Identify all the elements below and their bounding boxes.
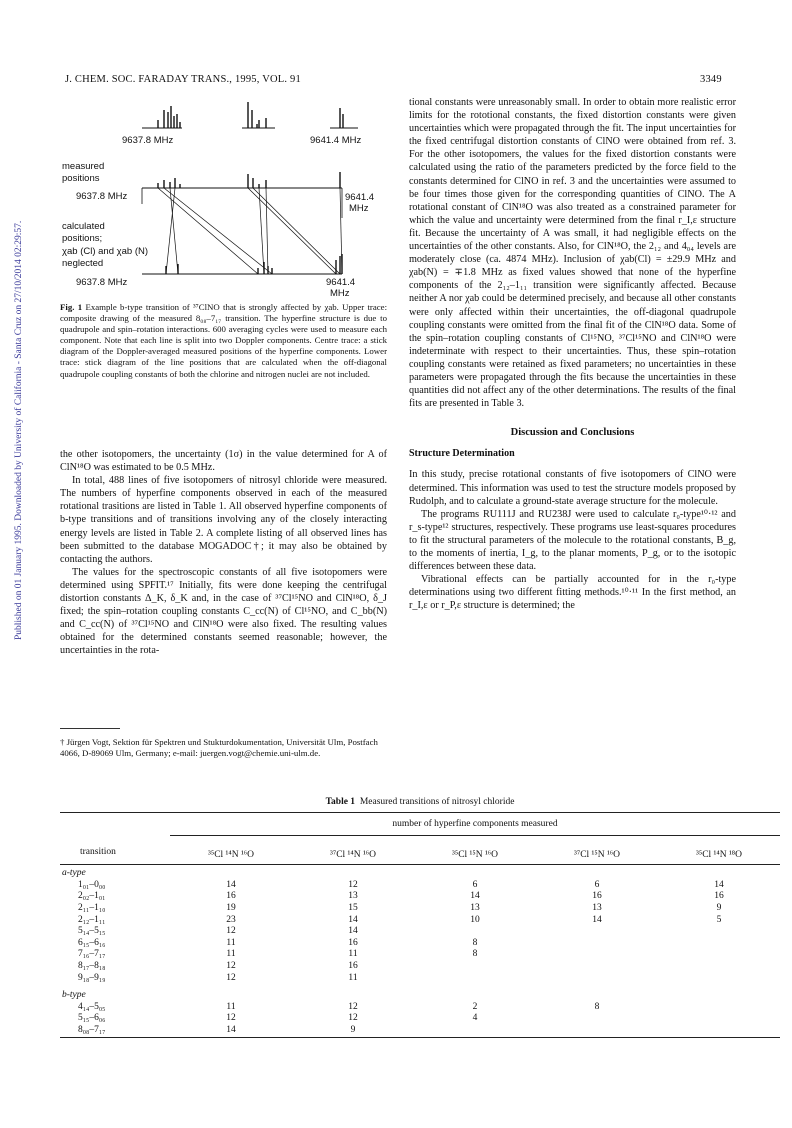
table-cell-count: 2 xyxy=(472,1001,478,1012)
table-section-label: a-type xyxy=(62,868,86,879)
table-cell-transition: 8₀₈–7₁₇ xyxy=(78,1025,106,1035)
footnote-rule xyxy=(60,728,120,729)
table-cell-count: 9 xyxy=(716,903,722,914)
col-header-iso-3: ³⁵Cl ¹⁵N ¹⁶O xyxy=(452,849,498,860)
table-cell-count xyxy=(658,973,780,985)
table-row xyxy=(60,891,780,903)
table-cell-count: 14 xyxy=(714,879,724,890)
table-cell-count: 14 xyxy=(592,914,602,925)
table-body xyxy=(60,865,780,1040)
table-cell-count: 8 xyxy=(472,937,478,948)
table-caption-text: Measured transitions of nitrosyl chloride xyxy=(359,797,515,807)
table-row xyxy=(60,961,780,973)
table-cell-transition: 7₁₆–7₁₇ xyxy=(78,949,106,960)
lower-right-unit: MHz xyxy=(330,288,350,298)
table-cell-count xyxy=(536,949,658,961)
upper-right-freq: 9641.4 MHz xyxy=(310,135,362,146)
table-cell-count: 11 xyxy=(226,949,236,960)
table-cell-count: 14 xyxy=(226,879,236,890)
table-section-row xyxy=(60,984,780,1002)
table-cell-count: 8 xyxy=(472,949,478,960)
correlation-lines xyxy=(158,188,342,274)
col-header-iso-2: ³⁷Cl ¹⁴N ¹⁶O xyxy=(330,849,376,860)
table-cell-count: 8 xyxy=(594,1001,600,1012)
calculated-label: calculated xyxy=(62,221,105,232)
table-cell-count xyxy=(414,973,536,985)
download-watermark: Published on 01 January 1995. Downloaded by University of California - Santa Cruz on 27/10/2014 02:29:57. xyxy=(14,220,24,640)
table-cell-count xyxy=(536,1013,658,1025)
paragraph: Vibrational effects can be partially accounted for in the r₀-type determinations using two different fitting methods.¹⁰·¹¹ In the first method, an r_I,ε or r_P,ε structure is determined; the xyxy=(409,574,736,612)
upper-trace xyxy=(122,102,361,146)
table-cell-count: 11 xyxy=(348,949,358,960)
table-cell-count: 5 xyxy=(716,914,722,925)
table-cell-count: 23 xyxy=(226,914,236,925)
figure-caption xyxy=(60,302,387,380)
table-cell-count: 12 xyxy=(226,1013,236,1024)
paragraph: the other isotopomers, the uncertainty (1σ) in the value determined for A of ClN¹⁸O was estimated to be 0.5 MHz. xyxy=(60,449,387,474)
table-row xyxy=(60,1025,780,1037)
table-group-header: number of hyperfine components measured xyxy=(392,819,558,829)
table-cell-transition: 2₀₂–1₀₁ xyxy=(78,891,106,902)
table-caption-label: Table 1 xyxy=(325,797,356,807)
table-cell-transition: 5₁₅–6₀₆ xyxy=(78,1013,106,1024)
running-header: J. CHEM. SOC. FARADAY TRANS., 1995, VOL. 91 xyxy=(65,74,301,85)
table-row xyxy=(60,926,780,938)
paragraph: tional constants were unreasonably small. In order to obtain more realistic error limits for the rototional constants, the fixed distortion constants were given uncertainties which were propagated through the fit. The input uncertainties for the fixed centrifugal distortion constants of ClNO were obtained from ref. 3. For the other isotopomers, the values for the fixed distortion constants were calculated using the ratio of the parameters predicted by the force field to the constants determined for ClNO in ref. 3 and the uncertainties were assumed to be four times those given for the corresponding quantities of ClNO. The A rotational constant of ClN¹⁸O was also treated as a constrained parameter for which the value and uncertainty were determined from the final r_I,ε structure fit. Because the uncertainty of A was small, it had negligible effects on the uncertainties of the other constants. Also, for ClN¹⁸O, the 2₁₂ and 4₀₄ levels are moderately close (ca. 4874 MHz). Inclusion of χab(Cl) = ±29.9 MHz and χab(N) = ∓1.8 MHz as fixed values showed that none of the hyperfine components of the 2₁₂–1₁₁ transition were significantly affected. Because neither A nor χab could be determined precisely, and because all other constants were only affected within their uncertainties, the off-diagonal quadrupole coupling constants were omitted from the final fit of the ClN¹⁸O data. Some of the spin–rotation coupling constants of Cl¹⁵NO, ³⁷Cl¹⁵NO and ClN¹⁸O were indeterminate with respect to their uncertainties. Thus, these spin–rotation coupling constants were retained as fixed parameters; no uncertainties in these parameters were propagated through the fits because the uncertainties in these quantities did not affect any of the other determinations. The results of the final fits are presented in Table 3. xyxy=(409,97,736,410)
subsection-heading: Structure Determination xyxy=(409,448,515,460)
table-cell-count xyxy=(658,949,780,961)
table-cell-count xyxy=(658,1002,780,1014)
col-header-iso-5: ³⁵Cl ¹⁴N ¹⁸O xyxy=(696,849,742,860)
table-cell-count: 13 xyxy=(592,903,602,914)
table-cell-count xyxy=(536,926,658,938)
calculated-stick-diagram xyxy=(62,221,355,298)
table-section-label: b-type xyxy=(62,990,86,1001)
table-cell-count xyxy=(658,961,780,973)
col-header-iso-4: ³⁷Cl ¹⁵N ¹⁶O xyxy=(574,849,620,860)
table-cell-count xyxy=(658,1013,780,1025)
table-cell-count xyxy=(536,938,658,950)
table-cell-count xyxy=(414,926,536,938)
table-cell-count xyxy=(658,938,780,950)
table-cell-count: 12 xyxy=(348,879,358,890)
table-cell-count: 12 xyxy=(348,1013,358,1024)
table-cell-count: 16 xyxy=(348,961,358,972)
table-cell-count xyxy=(658,1025,780,1037)
table-cell-count: 15 xyxy=(348,903,358,914)
col-header-transition: transition xyxy=(80,846,116,857)
table-cell-count xyxy=(536,973,658,985)
table-cell-count: 6 xyxy=(594,879,600,890)
neglected-label: neglected xyxy=(62,258,104,269)
positions-label: positions xyxy=(62,173,100,184)
figure-caption-label: Fig. 1 xyxy=(60,302,83,312)
table-cell-transition: 9₁₈–9₁₉ xyxy=(78,972,106,983)
table-caption xyxy=(60,797,780,807)
table-cell-count: 16 xyxy=(592,891,602,902)
calc-positions-label: positions; xyxy=(62,233,103,244)
lower-right-freq: 9641.4 xyxy=(326,277,356,288)
lower-left-freq: 9637.8 MHz xyxy=(76,277,128,288)
mid-right-unit: MHz xyxy=(349,203,369,214)
table-cell-transition: 1₀₁–0₀₀ xyxy=(78,879,106,890)
table-row xyxy=(60,880,780,892)
table-bottom-rule xyxy=(60,1037,780,1040)
page-number: 3349 xyxy=(700,74,722,85)
footnote: † Jürgen Vogt, Sektion für Spektren und Stukturdokumentation, Universität Ulm, Postfach 4066, D-89069 Ulm, Germany; e-mail: juergen.vogt@chemie.uni-ulm.de. xyxy=(60,737,378,758)
mid-right-freq: 9641.4 xyxy=(345,192,375,203)
table-cell-count: 14 xyxy=(470,891,480,902)
table-cell-transition: 4₁₄–5₀₅ xyxy=(78,1001,106,1012)
table-cell-count: 12 xyxy=(226,961,236,972)
table-row xyxy=(60,915,780,927)
table-cell-count: 13 xyxy=(470,903,480,914)
table-cell-transition: 5₁₄–5₁₅ xyxy=(78,926,106,937)
measured-stick-diagram xyxy=(62,161,374,218)
table-row xyxy=(60,938,780,950)
table-cell-count: 9 xyxy=(350,1025,356,1035)
right-column xyxy=(409,96,736,612)
measured-label: measured xyxy=(62,161,105,172)
table-cell-count: 11 xyxy=(226,1001,236,1012)
table-cell-count xyxy=(658,926,780,938)
table-cell-count xyxy=(414,961,536,973)
table-cell-count: 16 xyxy=(348,937,358,948)
paragraph: The programs RU111J and RU238J were used to calculate r₀-type¹⁰·¹² and r_s-type¹² structures, respectively. These programs use least-squares procedures to fit the structural parameters of the molecule to the rotational constants, B_g, to the moments of inertia, I_g, to the planar moments, P_g, or to the isotopic differences between these data. xyxy=(409,508,736,573)
paragraph: In total, 488 lines of five isotopomers of nitrosyl chloride were measured. The numbers of hyperfine components observed in each of the measured rotational trasitions are listed in Table 1. All observed hyperfine components of b-type transitions and of transitions involving any of the closely interacting energy levels are listed in Table 2. A complete listing of all observed lines has been submitted to the database MOGADOC†; it may also be obtained by contacting the authors. xyxy=(60,475,387,565)
col-header-iso-1: ³⁵Cl ¹⁴N ¹⁶O xyxy=(208,849,254,860)
table-cell-count: 14 xyxy=(348,926,358,937)
table-cell-count: 12 xyxy=(348,1001,358,1012)
table-row xyxy=(60,973,780,985)
table-cell-count xyxy=(414,1025,536,1037)
table-cell-transition: 8₁₇–8₁₈ xyxy=(78,961,106,972)
section-heading: Discussion and Conclusions xyxy=(510,427,635,439)
upper-left-freq: 9637.8 MHz xyxy=(122,135,174,146)
table-cell-count: 12 xyxy=(226,926,236,937)
table-cell-count: 16 xyxy=(714,891,724,902)
table-cell-count xyxy=(536,1025,658,1037)
figure-1 xyxy=(60,96,390,298)
table-cell-count: 11 xyxy=(226,937,236,948)
table-cell-transition: 6₁₅–6₁₆ xyxy=(78,937,106,948)
table-cell-count: 14 xyxy=(348,914,358,925)
table-cell-count: 13 xyxy=(348,891,358,902)
table-cell-count: 16 xyxy=(226,891,236,902)
mid-left-freq: 9637.8 MHz xyxy=(76,191,128,202)
table-cell-count xyxy=(536,961,658,973)
table-row xyxy=(60,1013,780,1025)
table-row xyxy=(60,1002,780,1014)
paragraph: In this study, precise rotational constants of five isotopomers of ClNO were determined. This information was used to test the structure models proposed by Rudolph, and to calculate a ground-state average structure for the molecule. xyxy=(409,469,736,507)
table-cell-count: 10 xyxy=(470,914,480,925)
table-cell-count: 4 xyxy=(472,1013,478,1024)
table-cell-count: 14 xyxy=(226,1025,236,1035)
figure-caption-text: Example b-type transition of ³⁷ClNO that is strongly affected by χab. Upper trace: composite drawing of the measured 8₀₈–7₁₇ transition. The hyperfine structure is due to quadrupole and spin–rotation interactions. 600 averaging cycles were used to measure each component. Note that each line is split into two Doppler components. Centre trace: a stick diagram of the Doppler-averaged measured positions of the hyperfine components. Lower trace: stick diagram of the line positions that are calculated when the off-diagonal quadrupole coupling constants of both the chlorine and nitrogen nuclei are not included. xyxy=(60,302,388,379)
table-cell-count: 12 xyxy=(226,972,236,983)
table-cell-transition: 2₁₂–1₁₁ xyxy=(78,914,106,925)
table-cell-count: 11 xyxy=(348,972,358,983)
table-cell-count: 6 xyxy=(472,879,478,890)
table-1 xyxy=(60,812,780,1040)
table-cell-transition: 2₁₁–1₁₀ xyxy=(78,903,106,914)
chi-ab-label: χab (Cl) and χab (N) xyxy=(62,246,149,257)
left-column xyxy=(60,448,387,658)
paragraph: The values for the spectroscopic constants of all five isotopomers were determined using SPFIT.¹⁷ Initially, fits were done keeping the centrifugal distortion constants Δ_K, δ_K and, in the case of ³⁷Cl¹⁵NO and ClN¹⁸O, δ_J fixed; the spin–rotation coupling constants C_cc(N) of Cl¹⁵NO, and C_bb(N) and C_cc(N) of ³⁷Cl¹⁵NO and ClN¹⁸O were also fixed. The resulting values obtained for the determined constants seemed reasonable; however, the uncertainties in the rota- xyxy=(60,566,387,657)
table-row xyxy=(60,949,780,961)
table-cell-count: 19 xyxy=(226,903,236,914)
table-row xyxy=(60,903,780,915)
table-section-row xyxy=(60,865,780,880)
